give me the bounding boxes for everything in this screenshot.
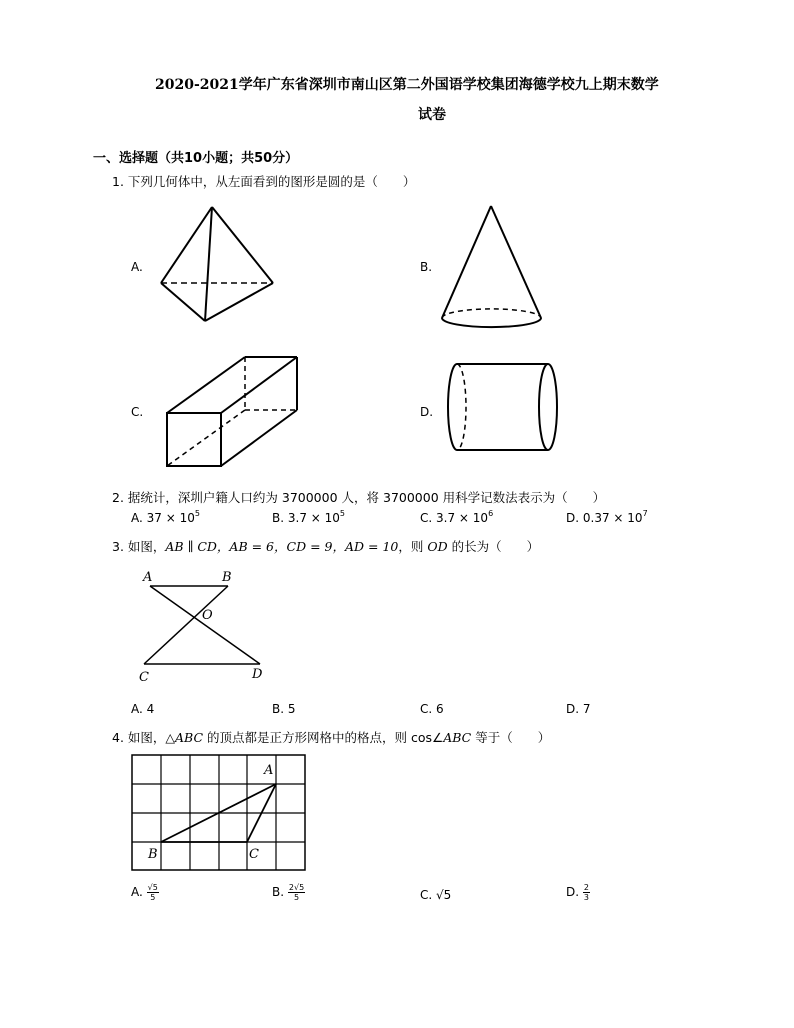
q3-stem-var: OD (427, 539, 448, 554)
q4-label-c: C (249, 847, 259, 862)
q3-stem (112, 537, 539, 555)
page-title: 2020-2021学年广东省深圳市南山区第二外国语学校集团海德学校九上期末数学 (155, 77, 659, 93)
q3-stem-math: AB ∥ CD，AB = 6，CD = 9，AD = 10 (165, 539, 399, 554)
q4-option-c-value: √5 (436, 888, 452, 902)
q4-option-d-fraction (583, 883, 590, 902)
q4-option-d-label: D. (566, 885, 580, 899)
q2-option-d-label: D. (566, 511, 580, 525)
q1-stem: 1. 下列几何体中，从左面看到的图形是圆的是（ ） (112, 174, 416, 189)
q3-option-d: D. 7 (566, 702, 591, 716)
page-title-line2: 试卷 (418, 107, 446, 123)
q4-stem-var: ABC (175, 730, 204, 745)
q4-option-a-label: A. (131, 885, 143, 899)
q2-option-d-base: 0.37 × 10 (582, 511, 643, 525)
q3-label-a: A (143, 570, 153, 585)
q4-option-c-label: C. (420, 888, 433, 902)
q3-stem-prefix: 3. 如图， (112, 539, 166, 554)
section-heading: 一、选择题（共10小题；共50分） (93, 151, 299, 166)
q2-option-c-label: C. (420, 511, 433, 525)
q4-option-c (420, 888, 451, 902)
q4-option-d-denominator: 3 (583, 893, 589, 902)
tetrahedron-figure (161, 207, 273, 321)
q4-label-a: A (264, 763, 274, 778)
q4-option-b-fraction (288, 883, 305, 902)
q2-option-b-base: 3.7 × 10 (287, 511, 340, 525)
q2-option-a-exponent: 5 (194, 509, 200, 518)
q3-label-o: O (202, 608, 213, 623)
q3-figure (144, 586, 260, 664)
q1-option-a-label: A. (131, 260, 143, 274)
cylinder-figure (448, 364, 557, 450)
q4-stem-suffix: 等于（ ） (471, 730, 551, 745)
q4-option-d (566, 883, 590, 902)
q1-option-b-label: B. (420, 260, 433, 274)
q1-option-c-label: C. (131, 405, 144, 419)
q4-option-b-denominator: 5 (293, 893, 300, 902)
q4-option-b (272, 883, 305, 902)
q2-option-a-base: 37 × 10 (146, 511, 195, 525)
q2-option-d-exponent: 7 (642, 509, 648, 518)
q2-option-b (272, 511, 345, 525)
q4-option-a (131, 883, 159, 902)
q4-stem (112, 728, 550, 746)
q2-option-b-exponent: 5 (339, 509, 346, 518)
q4-stem-prefix: 4. 如图，△ (112, 730, 176, 745)
q2-option-b-label: B. (272, 511, 285, 525)
q2-option-d (566, 511, 648, 525)
cuboid-figure (167, 357, 297, 466)
q2-option-c-base: 3.7 × 10 (436, 511, 489, 525)
q2-stem: 2. 据统计，深圳户籍人口约为 3700000 人，将 3700000 用科学记数法表示为（ ） (112, 490, 606, 505)
q2-option-c-exponent: 6 (488, 509, 494, 518)
q3-option-a: A. 4 (131, 702, 155, 716)
q3-label-c: C (139, 670, 149, 685)
q2-option-a-label: A. (131, 511, 143, 525)
q4-option-a-denominator: 5 (150, 893, 156, 902)
q4-option-d-numerator: 2 (583, 883, 589, 892)
q4-option-b-label: B. (272, 885, 285, 899)
q3-option-b: B. 5 (272, 702, 296, 716)
q3-label-d: D (252, 667, 263, 682)
q3-stem-suffix: 的长为（ ） (447, 539, 540, 554)
q4-option-a-fraction (147, 883, 159, 902)
q4-option-a-numerator: √5 (147, 883, 158, 892)
q1-option-d-label: D. (420, 405, 434, 419)
q4-option-b-numerator: 2√5 (288, 883, 305, 892)
q2-option-a (131, 511, 200, 525)
q4-stem-var2: ABC (443, 730, 472, 745)
q3-stem-mid: ，则 (398, 539, 428, 554)
q4-stem-mid: 的顶点都是正方形网格中的格点，则 cos∠ (203, 730, 444, 745)
q3-label-b: B (222, 570, 232, 585)
cone-figure (442, 206, 541, 327)
q4-label-b: B (148, 847, 158, 862)
q3-option-c: C. 6 (420, 702, 444, 716)
q2-option-c (420, 511, 493, 525)
